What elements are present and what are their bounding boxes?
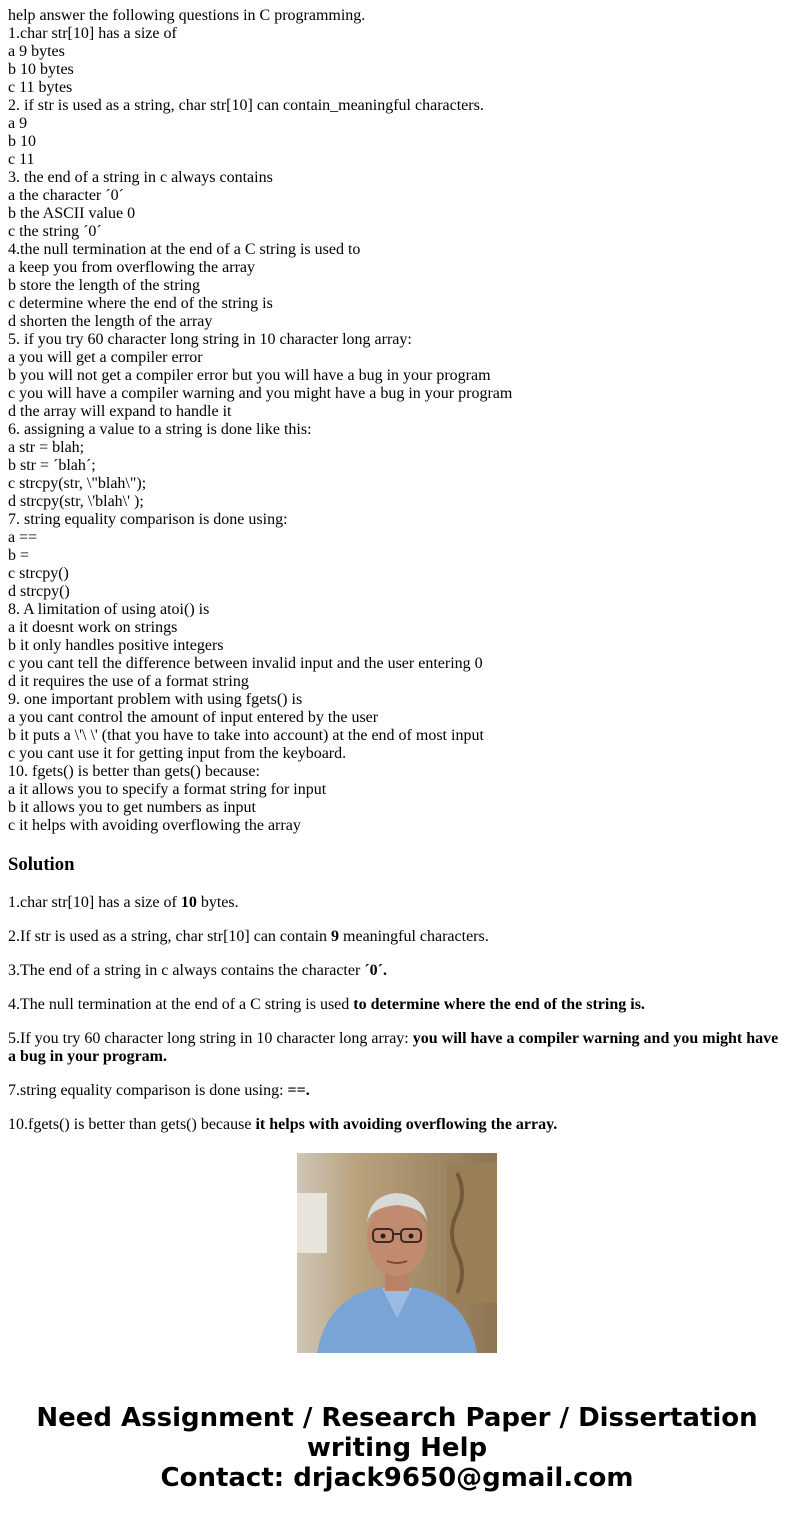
- question-line: a you cant control the amount of input entered by the user: [8, 709, 379, 726]
- question-line: help answer the following questions in C programming.: [8, 7, 366, 24]
- question-line: b you will not get a compiler error but you will have a bug in your program: [8, 367, 491, 384]
- answer-paragraph: [8, 1030, 786, 1066]
- answer-text: 3.The end of a string in c always contains the character: [8, 962, 365, 979]
- question-line: c you cant use it for getting input from the keyboard.: [8, 745, 347, 762]
- answer-text: 7.string equality comparison is done using:: [8, 1082, 288, 1099]
- question-line: b it allows you to get numbers as input: [8, 799, 256, 816]
- footer-line-2: writing Help: [306, 1433, 488, 1463]
- question-line: b str = ´blah´;: [8, 457, 96, 474]
- answer-paragraph: [8, 894, 786, 912]
- answer-text-end: meaningful characters.: [339, 928, 489, 945]
- question-line: b store the length of the string: [8, 277, 200, 294]
- answer-text: 10.fgets() is better than gets() because: [8, 1116, 256, 1133]
- question-line: 8. A limitation of using atoi() is: [8, 601, 210, 618]
- question-line: a 9: [8, 115, 28, 132]
- footer-contact: [0, 1403, 794, 1493]
- question-line: 5. if you try 60 character long string in 10 character long array:: [8, 331, 412, 348]
- question-line: 10. fgets() is better than gets() because:: [8, 763, 260, 780]
- question-line: a ==: [8, 529, 38, 546]
- question-line: a it doesnt work on strings: [8, 619, 178, 636]
- question-line: c strcpy(str, \"blah\");: [8, 475, 147, 492]
- question-line: 3. the end of a string in c always contains: [8, 169, 273, 186]
- author-avatar: [297, 1153, 497, 1353]
- solution-section: [8, 852, 786, 1133]
- answer-text: 5.If you try 60 character long string in 10 character long array:: [8, 1030, 413, 1047]
- answer-paragraph: [8, 1116, 786, 1134]
- footer-contact-email: Contact: drjack9650@gmail.com: [160, 1463, 634, 1493]
- answer-highlight: ´0´.: [364, 962, 387, 979]
- answer-list: [8, 894, 786, 1134]
- question-line: c 11 bytes: [8, 79, 73, 96]
- question-line: a it allows you to specify a format string for input: [8, 781, 327, 798]
- answer-highlight: it helps with avoiding overflowing the array.: [255, 1116, 558, 1133]
- question-line: 6. assigning a value to a string is done like this:: [8, 421, 312, 438]
- question-line: b it puts a \'\ \' (that you have to take into account) at the end of most input: [8, 727, 484, 744]
- question-line: b it only handles positive integers: [8, 637, 224, 654]
- question-line: 9. one important problem with using fgets() is: [8, 691, 303, 708]
- question-line: b 10: [8, 133, 36, 150]
- question-line: a you will get a compiler error: [8, 349, 203, 366]
- question-line: 7. string equality comparison is done using:: [8, 511, 288, 528]
- question-line: d the array will expand to handle it: [8, 403, 232, 420]
- answer-paragraph: [8, 962, 786, 980]
- question-line: b =: [8, 547, 30, 564]
- footer-line-1: Need Assignment / Research Paper / Dissertation: [36, 1403, 758, 1433]
- question-line: a str = blah;: [8, 439, 85, 456]
- author-photo: [297, 1153, 497, 1353]
- answer-highlight: ==.: [287, 1082, 310, 1099]
- answer-highlight: 9: [331, 928, 340, 945]
- solution-heading: Solution: [8, 854, 75, 875]
- answer-text: 1.char str[10] has a size of: [8, 894, 181, 911]
- answer-highlight: to determine where the end of the string is.: [353, 996, 645, 1013]
- answer-highlight: you will have a compiler warning and you might have a bug in your program.: [8, 1030, 779, 1065]
- question-line: 1.char str[10] has a size of: [8, 25, 177, 42]
- question-line: c it helps with avoiding overflowing the array: [8, 817, 301, 834]
- question-line: d it requires the use of a format string: [8, 673, 249, 690]
- question-line: d shorten the length of the array: [8, 313, 213, 330]
- question-line: c the string ´0´: [8, 223, 102, 240]
- question-line: b the ASCII value 0: [8, 205, 136, 222]
- question-line: c strcpy(): [8, 565, 69, 582]
- answer-paragraph: [8, 1082, 786, 1100]
- question-line: d strcpy(str, \'blah\' );: [8, 493, 144, 510]
- question-line: a 9 bytes: [8, 43, 65, 60]
- question-line: 4.the null termination at the end of a C string is used to: [8, 241, 361, 258]
- answer-paragraph: [8, 996, 786, 1014]
- question-line: c you will have a compiler warning and you might have a bug in your program: [8, 385, 513, 402]
- answer-paragraph: [8, 928, 786, 946]
- question-line: c determine where the end of the string is: [8, 295, 273, 312]
- answer-text: 2.If str is used as a string, char str[10] can contain: [8, 928, 332, 945]
- answer-text: 4.The null termination at the end of a C string is used: [8, 996, 354, 1013]
- question-line: d strcpy(): [8, 583, 70, 600]
- question-line: 2. if str is used as a string, char str[10] can contain_meaningful characters.: [8, 97, 484, 114]
- question-line: a the character ´0´: [8, 187, 124, 204]
- question-line: a keep you from overflowing the array: [8, 259, 256, 276]
- question-list: [8, 7, 788, 835]
- answer-highlight: 10: [180, 894, 197, 911]
- question-line: c you cant tell the difference between invalid input and the user entering 0: [8, 655, 483, 672]
- answer-text-end: bytes.: [196, 894, 239, 911]
- question-line: b 10 bytes: [8, 61, 74, 78]
- question-line: c 11: [8, 151, 35, 168]
